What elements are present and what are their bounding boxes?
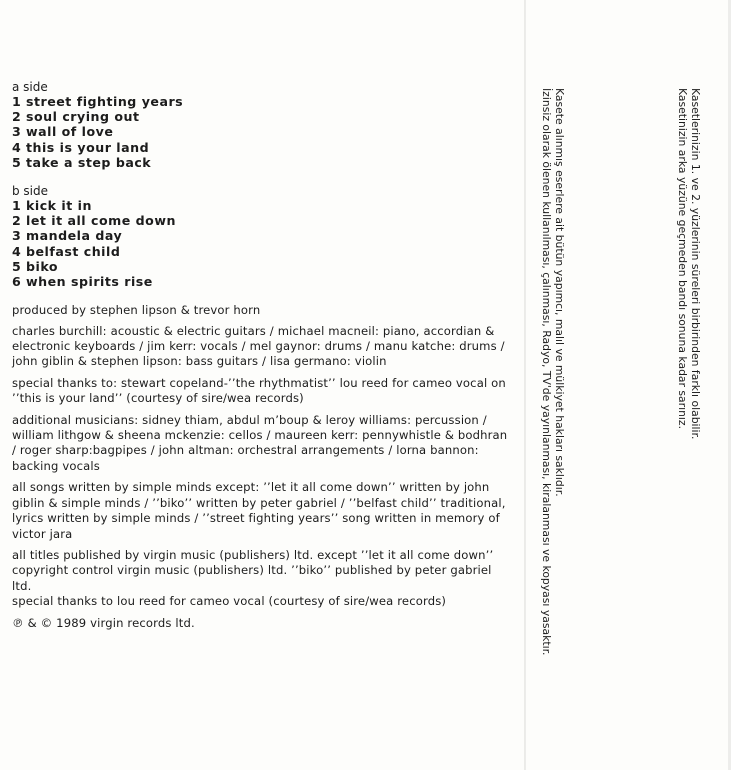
track-item: 6 when spirits rise: [12, 274, 153, 290]
track-title: belfast child: [26, 243, 121, 259]
track-title: soul crying out: [26, 109, 140, 125]
legal-line: Kasetlerinizin 1. ve 2. yüzlerinin süreleri birbirinden farklı olabilir.: [689, 88, 702, 440]
track-title: let it all come down: [26, 213, 176, 229]
musician-credits: charles burchill: acoustic & electric guitars / michael macneil: piano, accordian & electronic keyboards / jim kerr: vocals / mel gaynor: drums / manu katche: drums / john giblin & stephen lipson: bass guitars / lisa germano: violin: [12, 323, 505, 369]
side-a-label: a side: [12, 80, 48, 94]
track-item: 5 take a step back: [12, 154, 152, 170]
legal-notice-rights: [540, 88, 566, 655]
track-title: wall of love: [26, 124, 114, 140]
side-b-label: b side: [12, 184, 49, 199]
track-item: 3 wall of love: [12, 124, 114, 140]
track-title: street fighting years: [26, 94, 184, 109]
producer-credit: produced by stephen lipson & trevor horn: [12, 303, 261, 318]
fold-line: [524, 0, 526, 770]
track-item: 4 belfast child: [12, 243, 121, 259]
track-item: 5 biko: [12, 258, 59, 274]
track-item: 1 street fighting years: [12, 94, 184, 109]
publishing-credits: all titles published by virgin music (publishers) ltd. except ’’let it all come down’’ copyright control virgin music (publishers) ltd. ’’biko’’ published by peter gabriel ltd.: [12, 547, 494, 593]
side-a-tracklist: [12, 94, 512, 170]
publishing-thanks: special thanks to lou reed for cameo vocal (courtesy of sire/wea records): [12, 594, 447, 609]
track-item: 2 soul crying out: [12, 109, 140, 125]
track-title: when spirits rise: [26, 274, 153, 290]
copyright-notice: ℗ & © 1989 virgin records ltd.: [12, 615, 195, 630]
legal-notice-playback: [676, 88, 702, 439]
side-b-tracklist: [12, 198, 512, 289]
special-thanks: special thanks to: stewart copeland-’’the rhythmatist’’ lou reed for cameo vocal on ’’this is your land’’ (courtesy of sire/wea records): [12, 375, 506, 406]
track-title: mandela day: [26, 228, 123, 244]
track-title: take a step back: [26, 154, 152, 170]
track-title: biko: [26, 258, 59, 274]
legal-line: Kasetinizin arka yüzüne geçmeden bandı sonuna kadar sarınız.: [676, 88, 689, 430]
track-title: this is your land: [26, 139, 150, 155]
track-item: 4 this is your land: [12, 139, 150, 155]
track-item: 3 mandela day: [12, 228, 123, 244]
track-title: kick it in: [26, 198, 92, 214]
track-item: 2 let it all come down: [12, 213, 176, 229]
songwriting-credits: all songs written by simple minds except: ’’let it all come down’’ written by john giblin & simple minds / ’’biko’’ written by peter gabriel / ’’belfast child’’ traditional, lyrics written by simple minds / ’’street fighting years’’ song written in memory of victor jara: [12, 480, 506, 541]
additional-musicians: additional musicians: sidney thiam, abdul m’boup & leroy williams: percussion / william lithgow & sheena mckenzie: cellos / maureen kerr: pennywhistle & bodhran / roger sharp:bagpipes / john altman: orchestral arrangements / lorna bannon: backing vocals: [12, 412, 508, 473]
tracklist-and-credits: [12, 80, 512, 637]
track-item: 1 kick it in: [12, 198, 92, 214]
legal-line: İzinsiz olarak ölenen kullanılması, çalınması, Radyo, TV'de yayınlanması, kiralanması ve kopyası yasaktır.: [540, 88, 553, 656]
legal-line: Kasete alınmış eserlere ait bütün yapımcı, malıl ve mülkiyet hakları saklıdır.: [553, 88, 566, 497]
